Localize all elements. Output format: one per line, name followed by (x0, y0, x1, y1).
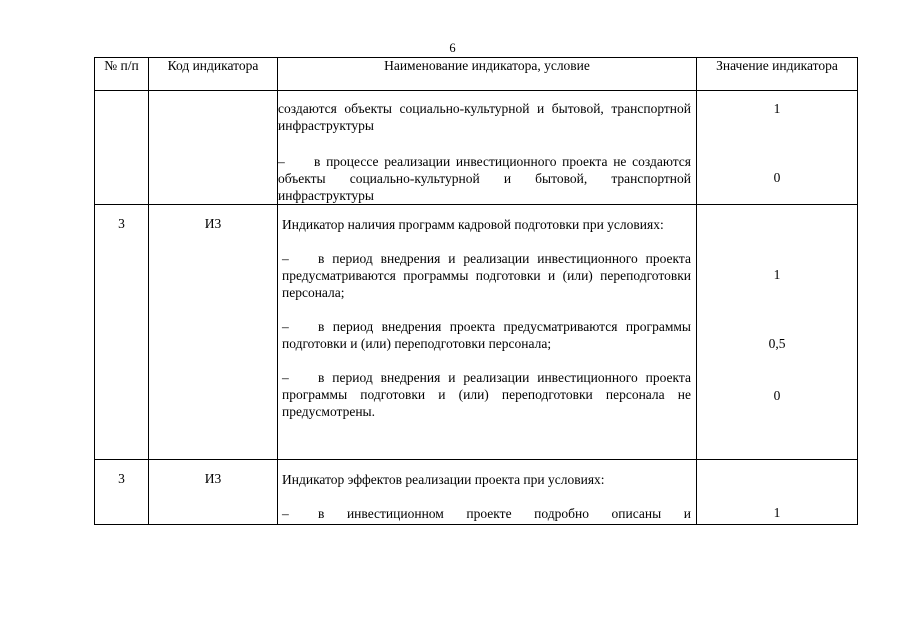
value-text: 1 (773, 505, 781, 520)
condition-text: создаются объекты социально-культурной и бытовой, транспортной инфраструктуры (278, 101, 691, 133)
value-text: 1 (773, 101, 781, 116)
value-cell (697, 460, 858, 525)
table-row (95, 91, 858, 205)
header-name: Наименование индикатора, условие (278, 58, 697, 91)
row-number-cell: 3 (95, 460, 149, 525)
value-cell (697, 91, 858, 205)
value-cell (697, 205, 858, 460)
row-code-cell: И3 (149, 205, 278, 460)
table-header-row (95, 58, 858, 91)
page-number: 6 (449, 41, 456, 55)
condition-text: – в период внедрения и реализации инвестиционного проекта программы подготовки и (или) переподготовки персонала не предусмотрены. (282, 370, 691, 419)
header-number: № п/п (95, 58, 149, 91)
value-text: 0 (773, 388, 781, 403)
row-code-cell (149, 91, 278, 205)
condition-cell (278, 205, 697, 460)
value-text: 0 (773, 170, 781, 185)
condition-text: – в инвестиционном проекте подробно описаны и (282, 506, 691, 521)
row-code-cell: И3 (149, 460, 278, 525)
condition-cell (278, 91, 697, 205)
indicator-table (94, 57, 858, 525)
row-number-cell: 3 (95, 205, 149, 460)
condition-intro: Индикатор эффектов реализации проекта при условиях: (282, 472, 605, 487)
header-value: Значение индикатора (697, 58, 858, 91)
condition-text: – в период внедрения и реализации инвестиционного проекта предусматриваются программы подготовки и (или) переподготовки персонала; (282, 251, 691, 300)
condition-text: – в процессе реализации инвестиционного проекта не создаются объекты социально-культурной и бытовой, транспортной инфраструктуры (278, 154, 691, 203)
header-code: Код индикатора (149, 58, 278, 91)
condition-intro: Индикатор наличия программ кадровой подготовки при условиях: (282, 217, 664, 232)
value-text: 1 (773, 267, 781, 282)
table-row (95, 460, 858, 525)
row-number-cell (95, 91, 149, 205)
condition-cell (278, 460, 697, 525)
value-text: 0,5 (768, 336, 786, 351)
condition-text: – в период внедрения проекта предусматриваются программы подготовки и (или) переподготовки персонала; (282, 319, 691, 351)
table-row (95, 205, 858, 460)
